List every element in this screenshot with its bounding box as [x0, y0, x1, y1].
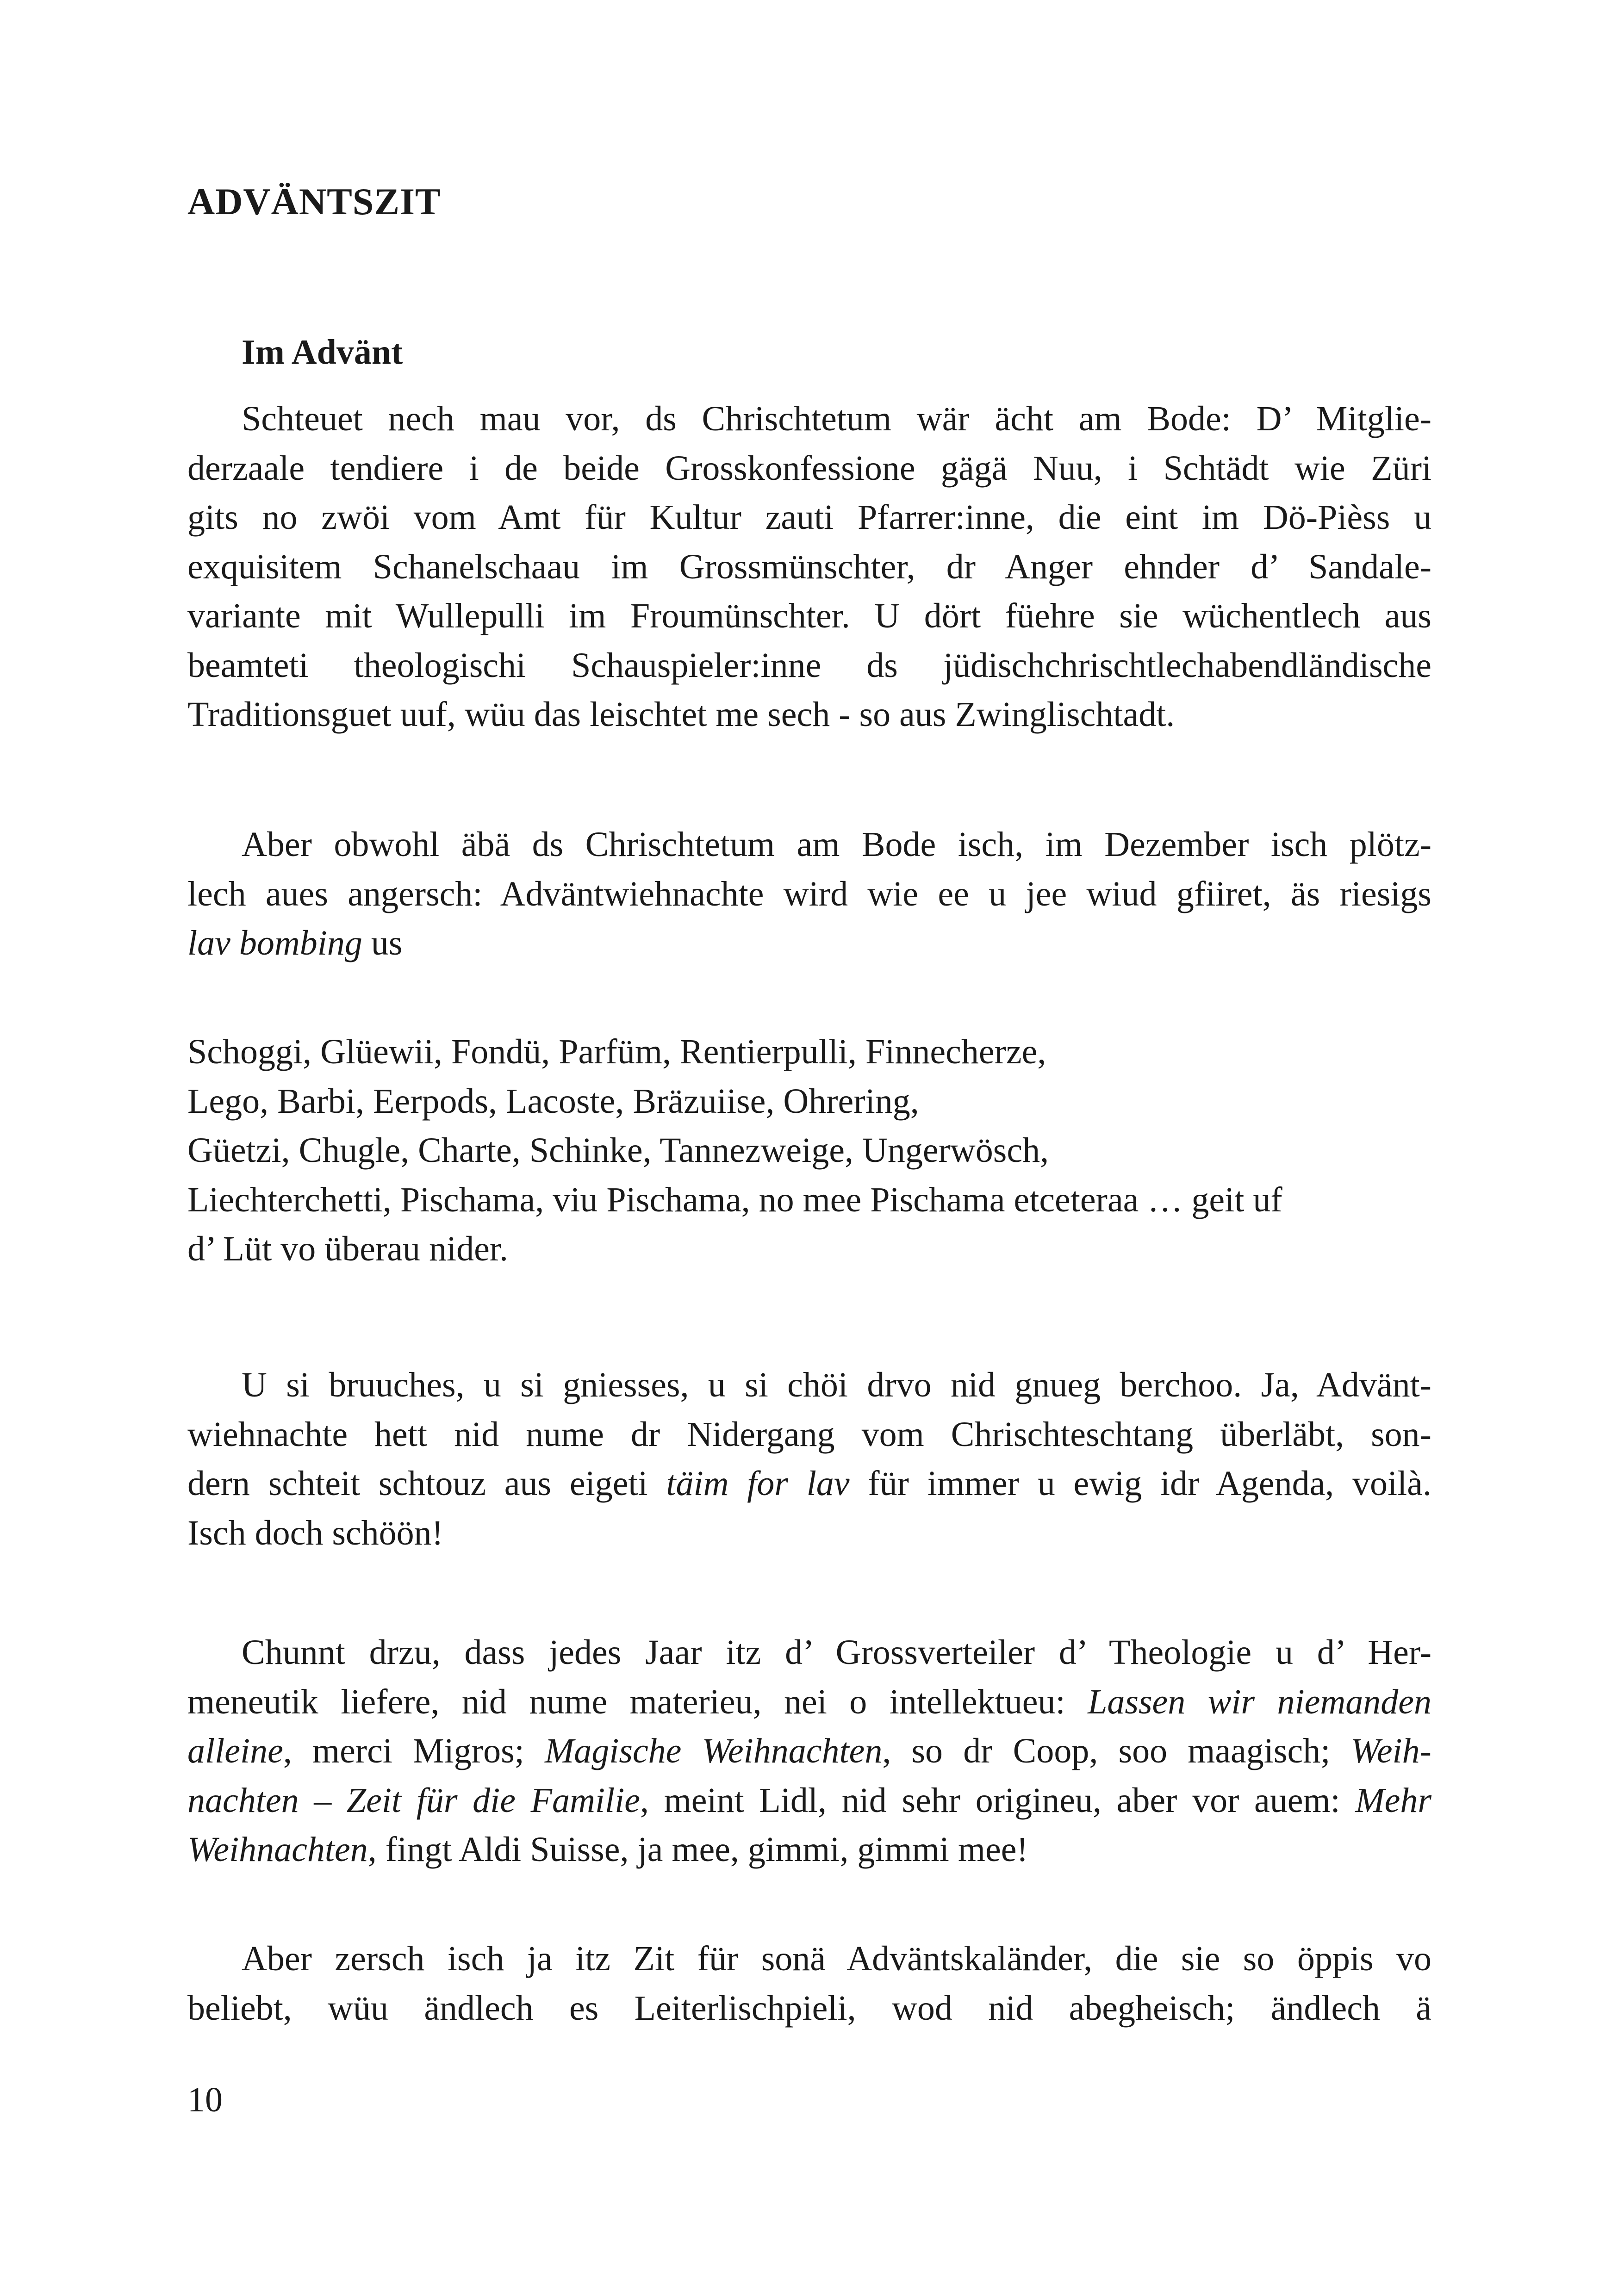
paragraph-line: Traditionsguet uuf, wüu das leischtet me sech - so aus Zwinglischtadt. [187, 695, 1175, 734]
text-run: meneutik liefere, nid nume materieu, nei o intellektueu: [187, 1682, 1088, 1721]
list-line: Liechterchetti, Pischama, viu Pischama, no mee Pischama etceteraa … geit uf [187, 1180, 1282, 1219]
paragraph-line: gits no zwöi vom Amt für Kultur zauti Pfarrer:inne, die eint im Dö-Pièss u [187, 498, 1431, 537]
list-line: d’ Lüt vo überau nider. [187, 1229, 508, 1268]
paragraph-3 [187, 1360, 1431, 1558]
gift-list [187, 1027, 1431, 1274]
paragraph-line: Schteuet nech mau vor, ds Chrischtetum wär ächt am Bode: D’ Mitglie- [242, 399, 1431, 438]
italic-phrase: Mehr [1355, 1781, 1431, 1820]
italic-phrase: Weihnachten [187, 1830, 368, 1869]
chapter-title: ADVÄNTSZIT [187, 180, 441, 223]
list-line: Schoggi, Glüewii, Fondü, Parfüm, Rentierpulli, Finnecherze, [187, 1032, 1046, 1071]
paragraph-line [187, 1459, 1431, 1508]
paragraph-line [187, 1825, 1431, 1874]
paragraph-line [187, 1677, 1431, 1727]
list-line: Güetzi, Chugle, Charte, Schinke, Tannezweige, Ungerwösch, [187, 1131, 1049, 1170]
italic-phrase: Magische Weihnachten [544, 1731, 883, 1770]
paragraph-line: derzaale tendiere i de beide Grosskonfessione gägä Nuu, i Schtädt wie Züri [187, 448, 1431, 488]
paragraph-line: exquisitem Schanelschaau im Grossmünschter, dr Anger ehnder d’ Sandale- [187, 547, 1431, 586]
paragraph-line: Isch doch schöön! [187, 1513, 443, 1552]
paragraph-line [187, 1776, 1431, 1825]
italic-phrase: lav bombing [187, 924, 362, 962]
paragraph-line [187, 918, 1431, 968]
text-run: , merci Migros; [283, 1731, 545, 1770]
italic-phrase: Lassen wir niemanden [1088, 1682, 1432, 1721]
paragraph-line: wiehnachte hett nid nume dr Nidergang vom Chrischteschtang überläbt, son- [187, 1415, 1431, 1454]
paragraph-line: lech aues angersch: Adväntwiehnachte wird wie ee u jee wiud gfiiret, äs riesigs [187, 874, 1431, 913]
paragraph-line: beamteti theologischi Schauspieler:inne ds jüdischchrischtlechabendländische [187, 645, 1431, 685]
paragraph-5 [187, 1934, 1431, 2033]
paragraph-line: beliebt, wüu ändlech es Leiterlischpieli, wod nid abegheisch; ändlech ä [187, 1988, 1431, 2028]
italic-phrase: täim for lav [666, 1464, 850, 1503]
paragraph-line: Aber zersch isch ja itz Zit für sonä Adväntskaländer, die sie so öppis vo [242, 1939, 1431, 1978]
paragraph-2 [187, 820, 1431, 968]
paragraph-line: U si bruuches, u si gniesses, u si chöi drvo nid gnueg berchoo. Ja, Advänt- [242, 1365, 1431, 1404]
text-run: , so dr Coop, soo maagisch; [882, 1731, 1351, 1770]
text-run: , fingt Aldi Suisse, ja mee, gimmi, gimmi mee! [367, 1830, 1028, 1869]
paragraph-1 [187, 394, 1431, 739]
paragraph-line: Aber obwohl äbä ds Chrischtetum am Bode isch, im Dezember isch plötz- [242, 825, 1431, 864]
text-run: dern schteit schtouz aus eigeti [187, 1464, 666, 1503]
list-line: Lego, Barbi, Eerpods, Lacoste, Bräzuiise, Ohrering, [187, 1081, 919, 1121]
italic-phrase: Weih- [1350, 1731, 1431, 1770]
italic-phrase: nachten – Zeit für die Familie [187, 1781, 640, 1820]
text-run: , meint Lidl, nid sehr origineu, aber vor auem: [640, 1781, 1356, 1820]
paragraph-4 [187, 1628, 1431, 1874]
italic-phrase: alleine [187, 1731, 283, 1770]
page-number: 10 [187, 2080, 223, 2119]
paragraph-line: variante mit Wullepulli im Froumünschter. U dört füehre sie wüchentlech aus [187, 596, 1431, 635]
text-run: us [362, 924, 403, 962]
section-title: Im Advänt [242, 333, 403, 372]
paragraph-line [187, 1726, 1431, 1776]
text-run: für immer u ewig idr Agenda, voilà. [849, 1464, 1432, 1503]
paragraph-line: Chunnt drzu, dass jedes Jaar itz d’ Grossverteiler d’ Theologie u d’ Her- [242, 1633, 1431, 1672]
